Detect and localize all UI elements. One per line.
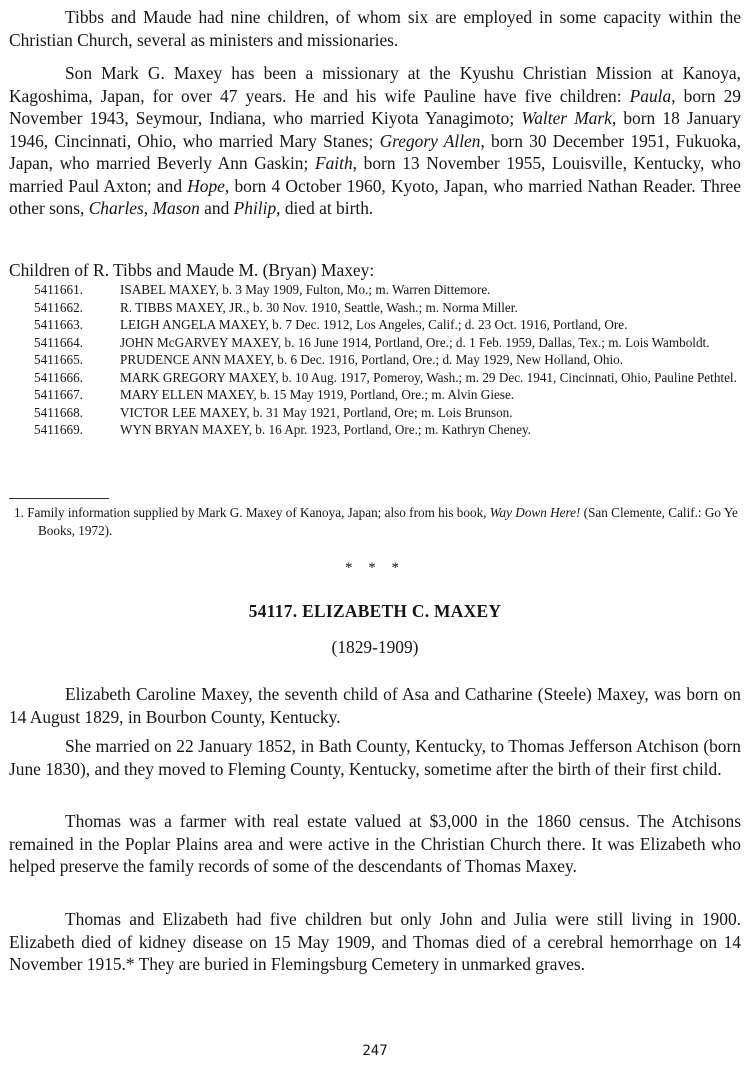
child-entry xyxy=(9,316,741,334)
child-number: 5411666. xyxy=(34,369,83,385)
child-number: 5411663. xyxy=(34,317,83,332)
paragraph-children-ministry: Tibbs and Maude had nine children, of whom six are employed in some capacity within the Christian Church, several as ministers and missionaries. xyxy=(9,7,741,50)
child-number: 5411665. xyxy=(34,352,83,367)
child-number: 5411669. xyxy=(34,422,83,437)
child-number: 5411664. xyxy=(34,334,83,350)
paragraph-deaths: Thomas and Elizabeth had five children but only John and Julia were still living in 1900. Elizabeth died of kidney disease on 15 May 1909, and Thomas died of a cerebral hemorrhage on 14 November 1915.* They are buried in Flemingsburg Cemetery in unmarked graves. xyxy=(9,909,741,974)
child-number: 5411667. xyxy=(34,387,83,402)
child-name-mason: Mason xyxy=(152,198,200,218)
book-title: Way Down Here! xyxy=(489,505,581,520)
child-entry xyxy=(9,299,741,317)
footnote-rule xyxy=(9,498,109,499)
paragraph-marriage: She married on 22 January 1852, in Bath County, Kentucky, to Thomas Jefferson Atchison (born June 1830), and they moved to Fleming County, Kentucky, sometime after the birth of their first child. xyxy=(9,736,741,779)
child-text: ISABEL MAXEY, b. 3 May 1909, Fulton, Mo.; m. Warren Dittemore. xyxy=(120,282,491,297)
section-title: 54117. ELIZABETH C. MAXEY xyxy=(248,601,502,621)
footnote: 1. Family information supplied by Mark G. Maxey of Kanoya, Japan; also from his book, Way Down Here! (San Clemente, Calif.: Go Ye Books, 1972). xyxy=(14,505,738,538)
child-text: JOHN McGARVEY MAXEY, b. 16 June 1914, Portland, Ore.; d. 1 Feb. 1959, Dallas, Tex.; m. Lois Wamboldt. xyxy=(120,334,710,350)
child-name-walter-mark: Walter Mark xyxy=(521,108,612,128)
child-name-philip: Philip xyxy=(233,198,277,218)
child-number: 5411662. xyxy=(34,299,83,315)
child-entry xyxy=(9,386,741,404)
child-entry xyxy=(9,334,741,352)
paragraph-elizabeth-birth: Elizabeth Caroline Maxey, the seventh child of Asa and Catharine (Steele) Maxey, was born on 14 August 1829, in Bourbon County, Kentucky. xyxy=(9,684,741,727)
section-dates: (1829-1909) xyxy=(331,637,419,657)
child-text: R. TIBBS MAXEY, JR., b. 30 Nov. 1910, Seattle, Wash.; m. Norma Miller. xyxy=(120,299,518,315)
child-text: LEIGH ANGELA MAXEY, b. 7 Dec. 1912, Los Angeles, Calif.; d. 23 Oct. 1916, Portland, Ore. xyxy=(120,317,628,332)
children-list-heading: Children of R. Tibbs and Maude M. (Bryan) Maxey: xyxy=(9,260,375,280)
child-text: VICTOR LEE MAXEY, b. 31 May 1921, Portland, Ore; m. Lois Brunson. xyxy=(120,404,513,420)
paragraph-mark-maxey: Son Mark G. Maxey has been a missionary at the Kyushu Christian Mission at Kanoya, Kagoshima, Japan, for over 47 years. He and his wife Pauline have five children: Paula, born 29 November 1943, Seymour, Indiana, who married Kiyota Yanagimoto; Walter Mark, born 18 January 1946, Cincinnati, Ohio, who married Mary Stanes; Gregory Allen, born 30 December 1951, Fukuoka, Japan, who married Beverly Ann Gaskin; Faith, born 13 November 1955, Louisville, Kentucky, who married Paul Axton; and Hope, born 4 October 1960, Kyoto, Japan, who married Nathan Reader. Three other sons, Charles, Mason and Philip, died at birth. xyxy=(9,63,741,218)
child-text: WYN BRYAN MAXEY, b. 16 Apr. 1923, Portland, Ore.; m. Kathryn Cheney. xyxy=(120,422,531,437)
paragraph-thomas-farmer: Thomas was a farmer with real estate valued at $3,000 in the 1860 census. The Atchisons remained in the Poplar Plains area and were active in the Christian Church there. It was Elizabeth who helped preserve the family records of some of the descendants of Thomas Maxey. xyxy=(9,811,741,876)
child-name-hope: Hope xyxy=(187,175,225,196)
child-text: MARK GREGORY MAXEY, b. 10 Aug. 1917, Pomeroy, Wash.; m. 29 Dec. 1941, Cincinnati, Ohio, Pauline Pethtel. xyxy=(120,369,737,385)
page-number: 247 xyxy=(362,1043,388,1059)
child-text: MARY ELLEN MAXEY, b. 15 May 1919, Portland, Ore.; m. Alvin Giese. xyxy=(120,387,515,402)
child-name-paula: Paula xyxy=(629,85,672,106)
child-number: 5411661. xyxy=(34,282,83,297)
child-entry xyxy=(9,369,741,387)
child-entry xyxy=(9,421,741,439)
child-entry xyxy=(9,351,741,369)
section-separator: * * * xyxy=(345,560,405,576)
child-text: PRUDENCE ANN MAXEY, b. 6 Dec. 1916, Portland, Ore.; d. May 1929, New Holland, Ohio. xyxy=(120,352,624,367)
children-list xyxy=(9,281,741,439)
child-name-faith: Faith xyxy=(314,153,353,173)
child-number: 5411668. xyxy=(34,404,83,420)
child-name-charles: Charles xyxy=(88,198,144,218)
child-entry xyxy=(9,404,741,422)
child-name-gregory-allen: Gregory Allen xyxy=(379,130,481,151)
child-entry xyxy=(9,281,741,299)
